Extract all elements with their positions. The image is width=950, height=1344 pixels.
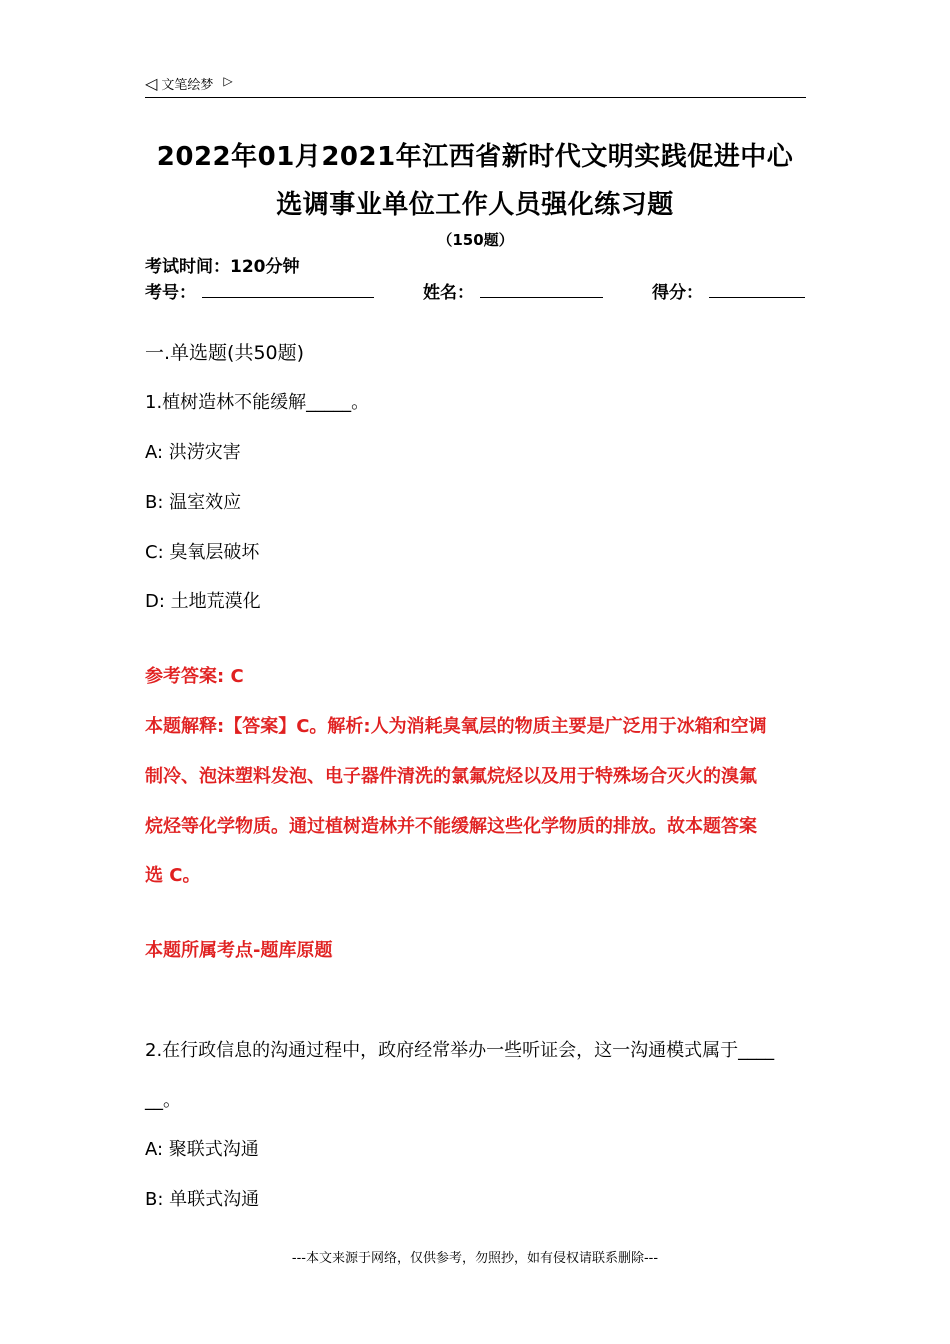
- left-triangle-icon: ◁: [145, 73, 158, 93]
- page-header: [145, 74, 233, 93]
- name-blank: [480, 297, 603, 298]
- question-2-option-a: A: 聚联式沟通: [145, 1139, 259, 1160]
- question-2-stem: 2.在行政信息的沟通过程中，政府经常举办一些听证会，这一沟通模式属于____: [145, 1040, 775, 1061]
- question-1-explanation-line: 制冷、泡沫塑料发泡、电子器件清洗的氯氟烷烃以及用于特殊场合灭火的溴氟: [145, 766, 757, 787]
- exam-number-blank: [202, 297, 374, 298]
- question-1-stem: 1.植树造林不能缓解_____。: [145, 392, 370, 413]
- question-1-explanation-line: 选 C。: [145, 865, 201, 886]
- section-title: 一.单选题(共50题): [145, 342, 305, 364]
- header-divider: [145, 97, 806, 98]
- question-1-option-b: B: 温室效应: [145, 492, 242, 513]
- exam-number-label: 考号：: [145, 283, 196, 303]
- question-2-option-b: B: 单联式沟通: [145, 1189, 260, 1210]
- exam-time: 考试时间：120分钟: [145, 257, 300, 277]
- score-label: 得分：: [652, 283, 703, 303]
- question-1-explanation-line: 烷烃等化学物质。通过植树造林并不能缓解这些化学物质的排放。故本题答案: [145, 816, 757, 837]
- question-1-option-c: C: 臭氧层破坏: [145, 542, 260, 563]
- question-1-explanation-line: 本题解释:【答案】C。解析:人为消耗臭氧层的物质主要是广泛用于冰箱和空调: [145, 716, 767, 737]
- question-2-stem-cont: __。: [145, 1090, 181, 1111]
- doc-title-line1: 2022年01月2021年江西省新时代文明实践促进中心: [156, 142, 794, 172]
- score-blank: [709, 297, 805, 298]
- question-1-option-d: D: 土地荒漠化: [145, 591, 261, 612]
- header-brand: 文笔绘梦: [161, 78, 214, 93]
- question-1-answer: 参考答案: C: [145, 666, 244, 687]
- question-count: （150题）: [437, 231, 514, 249]
- question-1-source: 本题所属考点-题库原题: [145, 940, 333, 961]
- right-triangle-icon: ▷: [223, 73, 233, 88]
- doc-title-line2: 选调事业单位工作人员强化练习题: [276, 190, 674, 220]
- page-footer: ---本文来源于网络，仅供参考，勿照抄，如有侵权请联系删除---: [291, 1251, 659, 1266]
- question-1-option-a: A: 洪涝灾害: [145, 442, 241, 463]
- name-label: 姓名：: [423, 283, 474, 303]
